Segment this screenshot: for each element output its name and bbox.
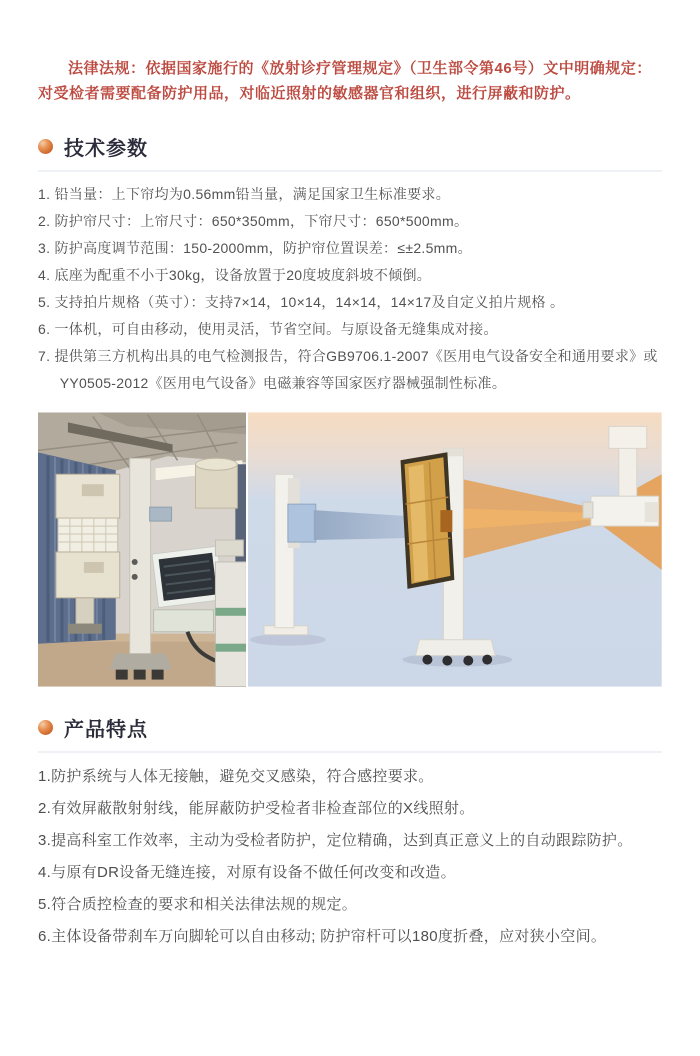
render-shadow-left [250, 634, 326, 646]
tech-spec-item: 1. 铅当量：上下帘均为0.56mm铅当量，满足国家卫生标准要求。 [38, 186, 451, 202]
feature-item: 3.提高科室工作效率，主动为受检者防护，定位精确，达到真正意义上的自动跟踪防护。 [38, 832, 633, 849]
photo-right-box-top [215, 540, 243, 556]
product-figures [38, 412, 662, 687]
tech-specs-list [38, 181, 662, 397]
legal-notice-text: 法律法规：依据国家施行的《放射诊疗管理规定》（卫生部令第46号）文中明确规定：对受检者需要配备防护用品，对临近照射的敏感器官和组织，进行屏蔽和防护。 [38, 60, 652, 102]
features-list [38, 765, 662, 949]
tech-spec-item: 5. 支持拍片规格（英寸）：支持7×14，10×14，14×14，14×17及自定义拍片规格 。 [38, 294, 565, 310]
feature-item: 6.主体设备带刹车万向脚轮可以自由移动; 防护帘杆可以180度折叠，应对狭小空间。 [38, 928, 607, 945]
features-title: 产品特点 [64, 719, 148, 741]
auto-protection-system-render [248, 412, 662, 687]
photo-drum-top [195, 458, 237, 470]
tech-specs-title: 技术参数 [64, 138, 148, 160]
feature-item: 1.防护系统与人体无接触，避免交叉感染，符合感控要求。 [38, 768, 434, 785]
tech-spec-item: 6. 一体机，可自由移动，使用灵活，节省空间。与原设备无缝集成对接。 [38, 321, 498, 337]
photo-column-knob [132, 559, 138, 565]
photo-cabinet-foot [68, 624, 102, 634]
photo-base-wheels [116, 670, 164, 680]
render-beam-emitter [288, 504, 316, 542]
photo-right-equipment [215, 540, 246, 687]
render-detector-tail [645, 502, 659, 522]
curtain-collimator-patch [441, 510, 453, 532]
photo-arm [150, 507, 172, 521]
tech-spec-item: 3. 防护高度调节范围：150-2000mm，防护帘位置误差：≤±2.5mm。 [38, 240, 472, 256]
photo-cabinet-label [82, 484, 104, 496]
photo-base [110, 654, 172, 670]
tech-spec-item: 2. 防护帘尺寸：上帘尺寸：650*350mm，下帘尺寸：650*500mm。 [38, 213, 469, 229]
photo-drum [195, 464, 237, 508]
product-detail-page [0, 56, 700, 949]
section-header-tech-specs [38, 132, 662, 172]
tech-spec-item: 7. 提供第三方机构出具的电气检测报告，符合GB9706.1-2007《医用电气设备安全和通用要求》或YY0505-2012《医用电气设备》电磁兼容等国家医疗器械强制性标准。 [38, 348, 658, 391]
photo-column-knob2 [132, 574, 138, 580]
feature-item: 2.有效屏蔽散射射线，能屏蔽防护受检者非检查部位的X线照射。 [38, 800, 475, 817]
photo-cabinet-leg [76, 598, 94, 624]
photo-cabinet-lower [56, 552, 120, 598]
render-center-base [416, 640, 496, 656]
photo-cabinet-upper [56, 474, 120, 518]
photo-green-strip2 [215, 644, 246, 652]
render-detector-knob [583, 502, 593, 518]
photo-column [130, 458, 151, 653]
section-header-features [38, 713, 662, 753]
photo-monitor [152, 546, 224, 607]
photo-cabinet-grid [58, 518, 118, 552]
feature-item: 4.与原有DR设备无缝连接，对原有设备不做任何改变和改造。 [38, 864, 456, 881]
xray-room-photo [38, 412, 246, 687]
orange-sphere-bullet-icon [38, 139, 53, 154]
orange-sphere-bullet-icon [38, 720, 53, 735]
tech-spec-item: 4. 底座为配重不小于30kg，设备放置于20度坡度斜坡不倾倒。 [38, 267, 432, 283]
feature-item: 5.符合质控检查的要求和相关法律法规的规定。 [38, 896, 358, 913]
render-protective-curtain [401, 452, 455, 589]
photo-cabinet-label2 [84, 562, 104, 573]
photo-right-box [215, 562, 246, 687]
render-right-bracket [609, 426, 647, 448]
photo-console [154, 610, 214, 632]
photo-green-strip [215, 608, 246, 616]
